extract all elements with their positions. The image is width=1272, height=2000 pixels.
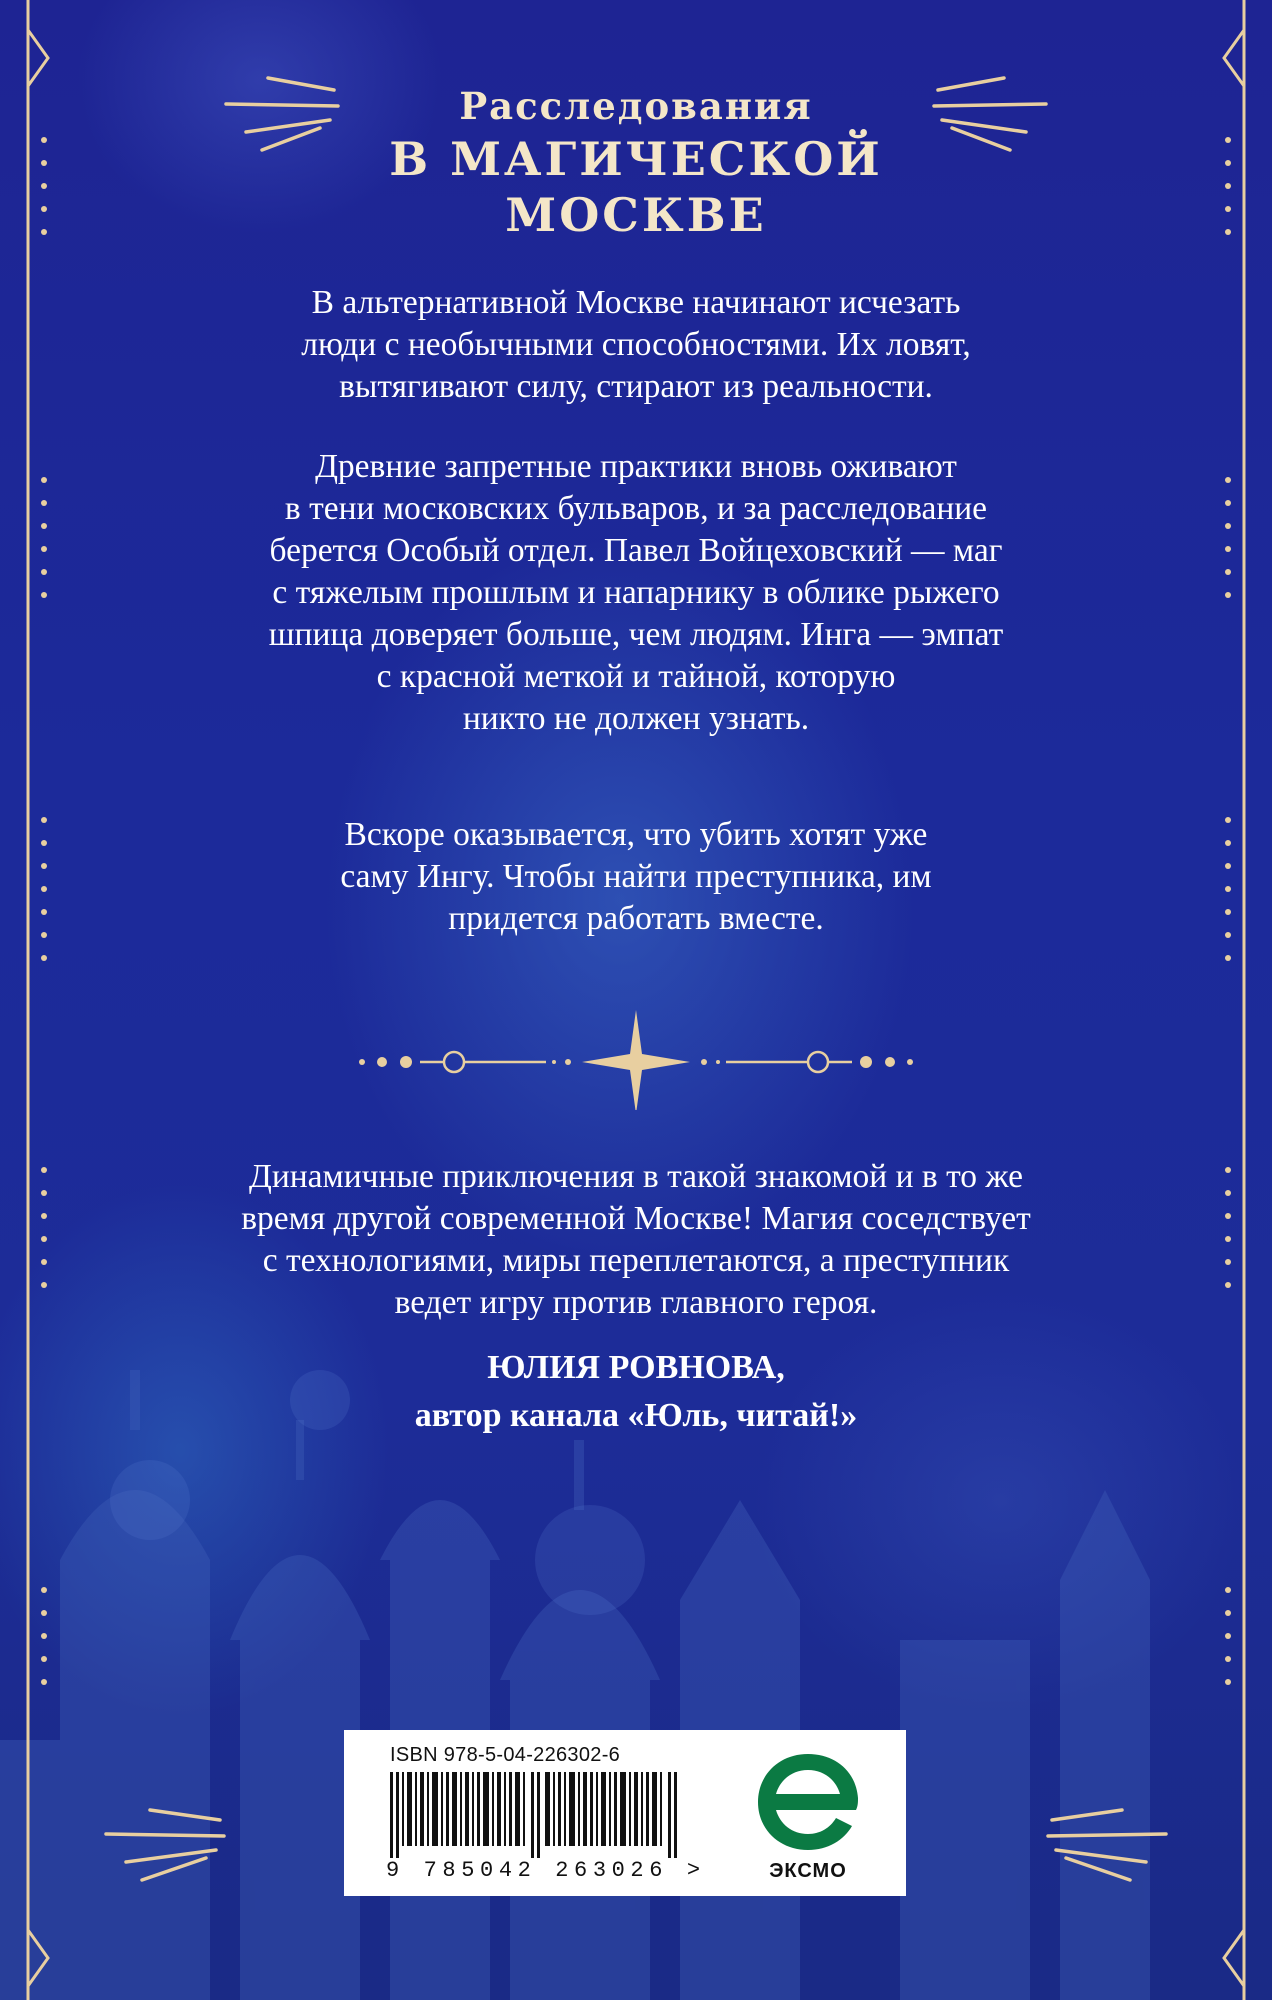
text-line: вытягивают силу, стирают из реальности. xyxy=(339,368,933,405)
barcode-panel xyxy=(344,1730,906,1896)
series-title-line3: МОСКВЕ xyxy=(505,188,767,242)
text-line: берется Особый отдел. Павел Войцеховский — маг xyxy=(269,532,1003,569)
text-line: саму Ингу. Чтобы найти преступника, им xyxy=(340,858,932,895)
text-line: с технологиями, миры переплетаются, а преступник xyxy=(262,1242,1010,1279)
text-line: шпица доверяет больше, чем людям. Инга — эмпат xyxy=(268,616,1004,653)
text-line: В альтернативной Москве начинают исчезать xyxy=(311,284,961,321)
description-paragraph-2 xyxy=(140,446,1132,740)
text-line: люди с необычными способностями. Их ловят, xyxy=(301,326,971,363)
eksmo-logo-icon xyxy=(728,1748,888,1858)
text-line: придется работать вместе. xyxy=(448,900,824,937)
series-title-line1: Расследования xyxy=(459,84,813,128)
review-author-role: автор канала «Юль, читай!» xyxy=(414,1397,858,1434)
text-line: в тени московских бульваров, и за расследование xyxy=(284,490,988,527)
text-line: никто не должен узнать. xyxy=(462,700,810,737)
text-line: с тяжелым прошлым и напарнику в облике рыжего xyxy=(272,574,1000,611)
publisher-name: ЭКСМО xyxy=(769,1860,847,1882)
description-paragraph-3 xyxy=(140,814,1132,940)
isbn-label: ISBN 978-5-04-226302-6 xyxy=(390,1744,621,1766)
text-line: с красной меткой и тайной, которую xyxy=(376,658,896,695)
divider-ornament xyxy=(350,1010,922,1110)
text-line: Динамичные приключения в такой знакомой и в то же xyxy=(248,1158,1024,1195)
text-line: Вскоре оказывается, что убить хотят уже xyxy=(344,816,928,853)
publisher-logo xyxy=(728,1748,888,1888)
description-paragraph-1 xyxy=(140,282,1132,408)
review-quote xyxy=(140,1156,1132,1324)
series-title-line2: В МАГИЧЕСКОЙ xyxy=(389,132,883,186)
text-line: время другой современной Москве! Магия соседствует xyxy=(241,1200,1031,1237)
text-line: Древние запретные практики вновь оживают xyxy=(315,448,957,485)
barcode-icon xyxy=(390,1772,690,1858)
barcode-digits: 9 785042 263026 > xyxy=(386,1858,706,1883)
text-line: ведет игру против главного героя. xyxy=(394,1284,878,1321)
review-author-name: ЮЛИЯ РОВНОВА, xyxy=(487,1349,785,1386)
